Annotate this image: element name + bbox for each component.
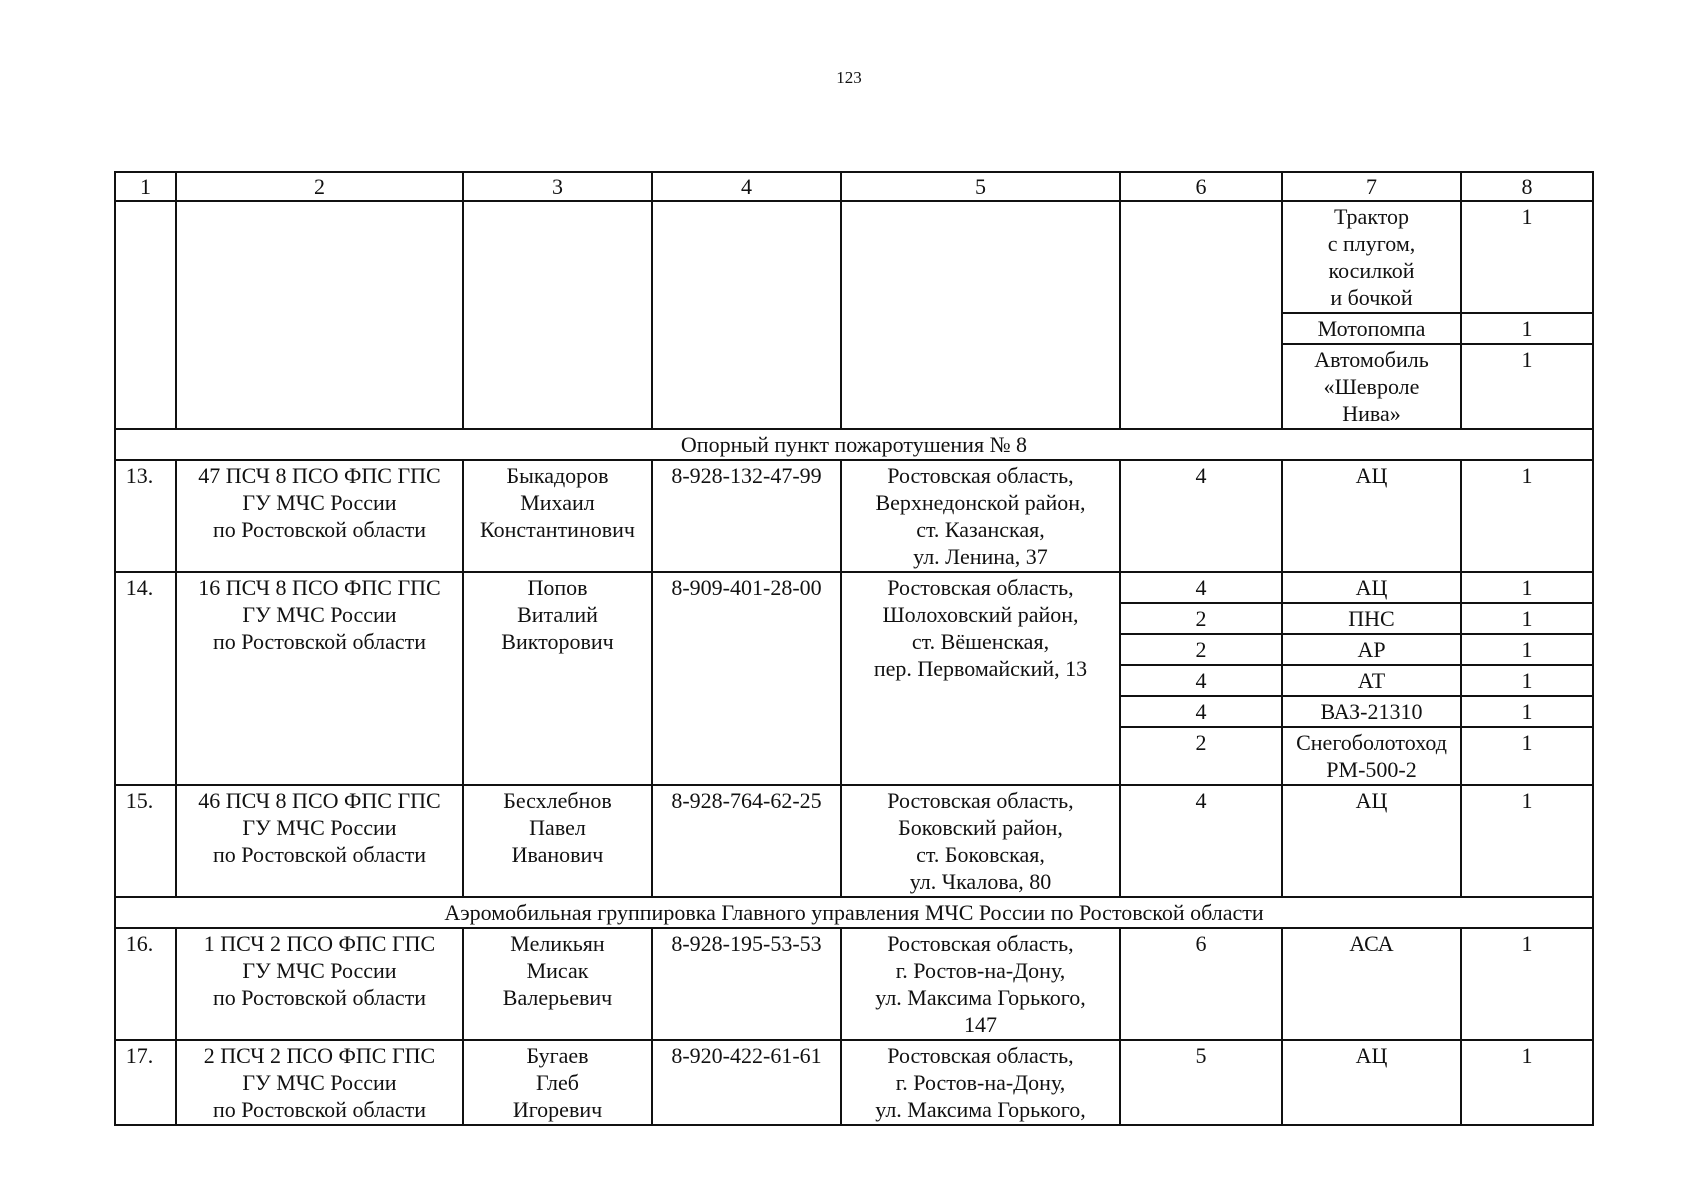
column-header: 8	[1461, 172, 1593, 201]
equipment-type: АСА	[1282, 928, 1461, 1040]
empty-cell	[652, 201, 841, 429]
equipment-qty: 1	[1461, 665, 1593, 696]
equipment-count: 4	[1120, 665, 1282, 696]
person-name: Бесхлебнов Павел Иванович	[463, 785, 652, 897]
phone-number: 8-928-132-47-99	[652, 460, 841, 572]
equipment-type: Трактор с плугом, косилкой и бочкой	[1282, 201, 1461, 313]
unit-name: 1 ПСЧ 2 ПСО ФПС ГПС ГУ МЧС России по Ростовской области	[176, 928, 463, 1040]
equipment-type: АЦ	[1282, 785, 1461, 897]
equipment-type: АЦ	[1282, 1040, 1461, 1125]
column-header: 3	[463, 172, 652, 201]
table-row	[115, 460, 1593, 572]
row-number: 17.	[115, 1040, 176, 1125]
table-row	[115, 572, 1593, 603]
address: Ростовская область, г. Ростов-на-Дону, ул. Максима Горького,	[841, 1040, 1120, 1125]
unit-name: 2 ПСЧ 2 ПСО ФПС ГПС ГУ МЧС России по Ростовской области	[176, 1040, 463, 1125]
column-header: 6	[1120, 172, 1282, 201]
address: Ростовская область, Верхнедонской район, ст. Казанская, ул. Ленина, 37	[841, 460, 1120, 572]
equipment-qty: 1	[1461, 785, 1593, 897]
equipment-count: 2	[1120, 603, 1282, 634]
section-title: Опорный пункт пожаротушения № 8	[115, 429, 1593, 460]
row-number: 14.	[115, 572, 176, 785]
table-row	[115, 785, 1593, 897]
equipment-type: Снегоболотоход РМ-500-2	[1282, 727, 1461, 785]
person-name: Попов Виталий Викторович	[463, 572, 652, 785]
page-number: 123	[836, 68, 862, 87]
equipment-count: 2	[1120, 634, 1282, 665]
phone-number: 8-928-195-53-53	[652, 928, 841, 1040]
equipment-count: 4	[1120, 460, 1282, 572]
equipment-type: Автомобиль «Шевроле Нива»	[1282, 344, 1461, 429]
phone-number: 8-928-764-62-25	[652, 785, 841, 897]
equipment-type: АЦ	[1282, 572, 1461, 603]
equipment-type: АТ	[1282, 665, 1461, 696]
equipment-type: ВАЗ-21310	[1282, 696, 1461, 727]
equipment-qty: 1	[1461, 727, 1593, 785]
equipment-type: Мотопомпа	[1282, 313, 1461, 344]
equipment-count: 4	[1120, 696, 1282, 727]
equipment-qty: 1	[1461, 634, 1593, 665]
equipment-type: АЦ	[1282, 460, 1461, 572]
phone-number: 8-920-422-61-61	[652, 1040, 841, 1125]
unit-name: 47 ПСЧ 8 ПСО ФПС ГПС ГУ МЧС России по Ростовской области	[176, 460, 463, 572]
equipment-qty: 1	[1461, 696, 1593, 727]
table-row	[115, 928, 1593, 1040]
equipment-table	[114, 171, 1594, 1126]
equipment-type: ПНС	[1282, 603, 1461, 634]
person-name: Меликьян Мисак Валерьевич	[463, 928, 652, 1040]
equipment-count: 6	[1120, 928, 1282, 1040]
address: Ростовская область, Шолоховский район, ст. Вёшенская, пер. Первомайский, 13	[841, 572, 1120, 785]
row-number: 15.	[115, 785, 176, 897]
equipment-qty: 1	[1461, 460, 1593, 572]
unit-name: 46 ПСЧ 8 ПСО ФПС ГПС ГУ МЧС России по Ростовской области	[176, 785, 463, 897]
empty-cell	[463, 201, 652, 429]
equipment-count: 2	[1120, 727, 1282, 785]
table-row	[115, 1040, 1593, 1125]
equipment-count: 4	[1120, 572, 1282, 603]
equipment-qty: 1	[1461, 344, 1593, 429]
empty-cell	[841, 201, 1120, 429]
equipment-qty: 1	[1461, 603, 1593, 634]
unit-name: 16 ПСЧ 8 ПСО ФПС ГПС ГУ МЧС России по Ростовской области	[176, 572, 463, 785]
table-header-row	[115, 172, 1593, 201]
column-header: 7	[1282, 172, 1461, 201]
column-header: 4	[652, 172, 841, 201]
column-header: 2	[176, 172, 463, 201]
phone-number: 8-909-401-28-00	[652, 572, 841, 785]
equipment-type: АР	[1282, 634, 1461, 665]
equipment-qty: 1	[1461, 1040, 1593, 1125]
table-row	[115, 201, 1593, 313]
row-number: 13.	[115, 460, 176, 572]
empty-cell	[176, 201, 463, 429]
person-name: Бугаев Глеб Игоревич	[463, 1040, 652, 1125]
equipment-qty: 1	[1461, 928, 1593, 1040]
column-header: 5	[841, 172, 1120, 201]
section-title: Аэромобильная группировка Главного управления МЧС России по Ростовской области	[115, 897, 1593, 928]
column-header: 1	[115, 172, 176, 201]
section-row	[115, 897, 1593, 928]
address: Ростовская область, г. Ростов-на-Дону, ул. Максима Горького, 147	[841, 928, 1120, 1040]
equipment-count: 4	[1120, 785, 1282, 897]
equipment-qty: 1	[1461, 201, 1593, 313]
empty-cell	[115, 201, 176, 429]
section-row	[115, 429, 1593, 460]
row-number: 16.	[115, 928, 176, 1040]
person-name: Быкадоров Михаил Константинович	[463, 460, 652, 572]
equipment-qty: 1	[1461, 572, 1593, 603]
empty-cell	[1120, 201, 1282, 429]
equipment-qty: 1	[1461, 313, 1593, 344]
address: Ростовская область, Боковский район, ст. Боковская, ул. Чкалова, 80	[841, 785, 1120, 897]
equipment-count: 5	[1120, 1040, 1282, 1125]
